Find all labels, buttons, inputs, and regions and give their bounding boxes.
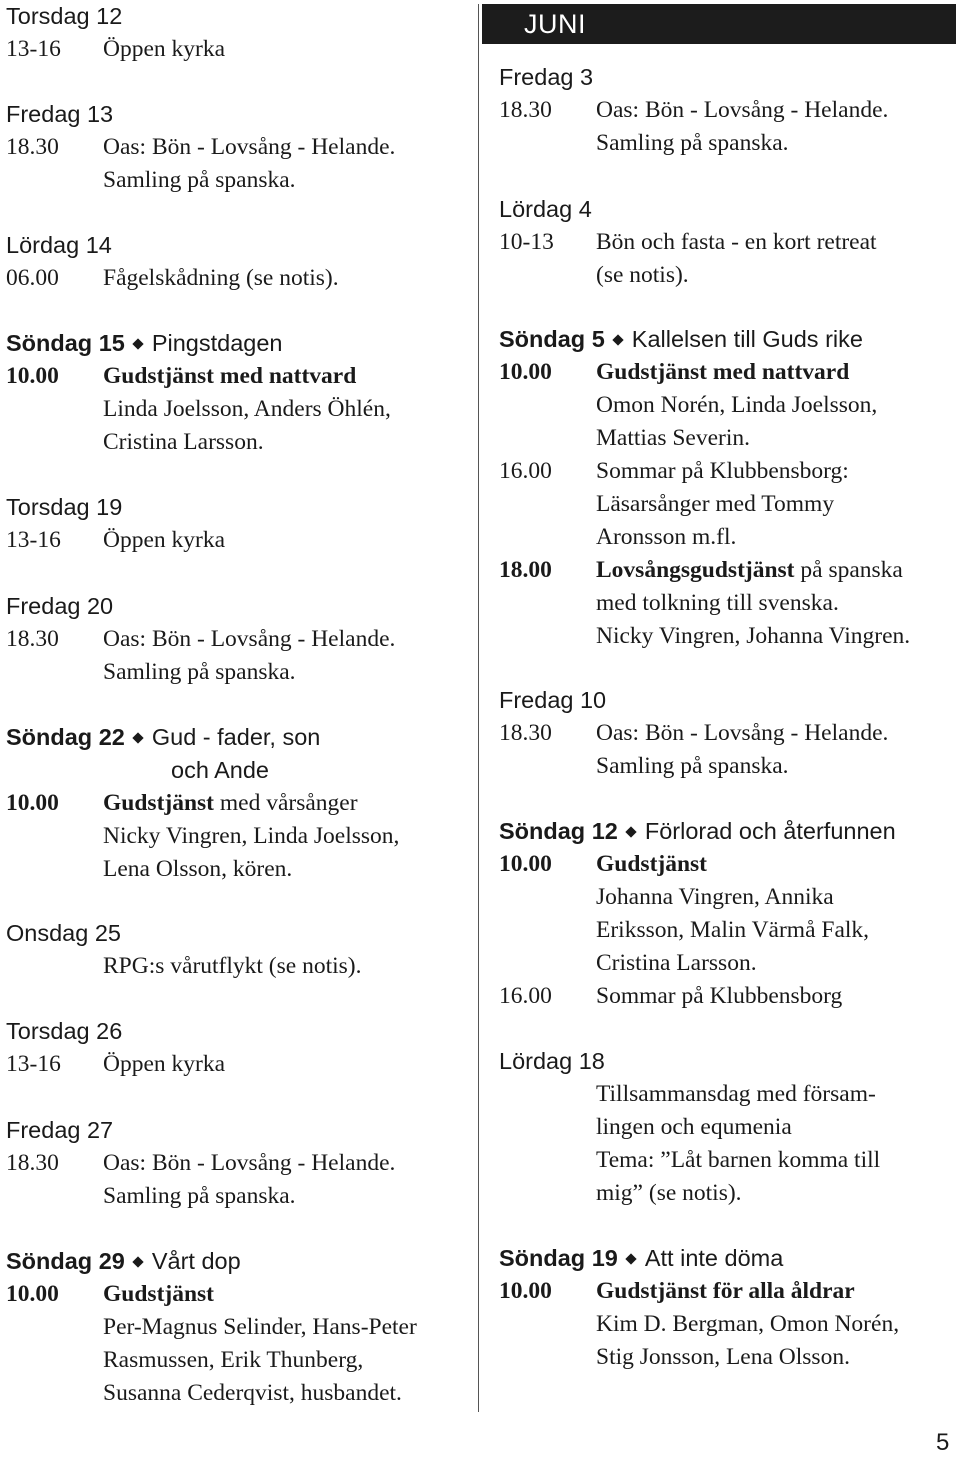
sunday-heading — [6, 721, 320, 754]
day-heading: Fredag 3 — [499, 64, 594, 90]
event-line: Öppen kyrka — [103, 527, 226, 553]
event-line: Cristina Larsson. — [103, 429, 264, 455]
event-time: 18.30 — [499, 720, 552, 746]
event-title: Gudstjänst med nattvard — [596, 359, 850, 385]
event-time: 18.00 — [499, 557, 552, 583]
sunday-theme: Att inte döma — [644, 1245, 784, 1271]
event-line: Öppen kyrka — [103, 1051, 226, 1077]
sunday-theme: Kallelsen till Guds rike — [631, 326, 863, 352]
sunday-theme: Förlorad och återfunnen — [644, 818, 896, 844]
sunday-theme-continued: och Ande — [171, 757, 270, 783]
event-line: Samling på spanska. — [103, 167, 296, 193]
event-line: Cristina Larsson. — [596, 950, 757, 976]
event-line: Samling på spanska. — [103, 659, 296, 685]
event-title: Gudstjänst — [596, 851, 708, 877]
diamond-icon — [625, 1253, 636, 1264]
event-line: lingen och equmenia — [596, 1114, 792, 1140]
event-title-rest: med vårsånger — [214, 790, 358, 816]
diamond-icon — [132, 338, 143, 349]
event-line: Oas: Bön - Lovsång - Helande. — [103, 1150, 396, 1176]
event-line: Stig Jonsson, Lena Olsson. — [596, 1344, 850, 1370]
diamond-icon — [625, 826, 636, 837]
sunday-theme: Gud - fader, son — [151, 724, 321, 750]
diamond-icon — [612, 334, 623, 345]
month-heading: JUNI — [524, 9, 586, 39]
event-title-rest: på spanska — [794, 557, 903, 583]
event-line: Oas: Bön - Lovsång - Helande. — [596, 97, 889, 123]
event-time: 18.30 — [6, 626, 59, 652]
event-time: 13-16 — [6, 1051, 61, 1077]
event-line: Bön och fasta - en kort retreat — [596, 229, 877, 255]
sunday-theme: Pingstdagen — [151, 330, 283, 356]
event-time: 18.30 — [6, 1150, 59, 1176]
sunday-heading — [6, 327, 283, 360]
sunday-heading — [499, 815, 896, 848]
column-divider — [478, 4, 479, 1412]
event-time: 18.30 — [499, 97, 552, 123]
sunday-heading — [499, 323, 863, 356]
event-title-bold: Gudstjänst — [103, 790, 215, 816]
event-time: 10.00 — [6, 363, 59, 389]
event-line: Samling på spanska. — [103, 1183, 296, 1209]
event-line: Öppen kyrka — [103, 36, 226, 62]
sunday-heading — [6, 1245, 241, 1278]
day-name: Söndag 5 — [499, 326, 605, 352]
day-heading: Fredag 10 — [499, 687, 607, 713]
diamond-icon — [132, 732, 143, 743]
event-line: Kim D. Bergman, Omon Norén, — [596, 1311, 900, 1337]
event-time: 13-16 — [6, 36, 61, 62]
day-heading: Lördag 18 — [499, 1048, 605, 1074]
event-line: RPG:s vårutflykt (se notis). — [103, 953, 362, 979]
day-name: Söndag 22 — [6, 724, 125, 750]
sunday-theme: Vårt dop — [151, 1248, 241, 1274]
event-title — [103, 787, 399, 820]
event-line: Johanna Vingren, Annika — [596, 884, 834, 910]
event-title: Gudstjänst — [103, 1281, 215, 1307]
day-name: Söndag 29 — [6, 1248, 125, 1274]
day-name: Söndag 15 — [6, 330, 125, 356]
event-time: 18.30 — [6, 134, 59, 160]
event-title: Gudstjänst med nattvard — [103, 363, 357, 389]
event-line: Oas: Bön - Lovsång - Helande. — [596, 720, 889, 746]
event-line: Samling på spanska. — [596, 753, 789, 779]
event-time: 10-13 — [499, 229, 554, 255]
event-time: 10.00 — [499, 851, 552, 877]
event-line: Tillsammansdag med försam- — [596, 1081, 876, 1107]
event-line: Samling på spanska. — [596, 130, 789, 156]
event-line: Lena Olsson, kören. — [103, 856, 293, 882]
event-line: Nicky Vingren, Johanna Vingren. — [596, 623, 911, 649]
event-line: Fågelskådning (se notis). — [103, 265, 339, 291]
event-line: Tema: ”Låt barnen komma till — [596, 1147, 881, 1173]
event-line: Linda Joelsson, Anders Öhlén, — [103, 396, 391, 422]
day-heading: Fredag 13 — [6, 101, 114, 127]
event-line: Aronsson m.fl. — [596, 524, 737, 550]
event-time: 10.00 — [499, 359, 552, 385]
diamond-icon — [132, 1256, 143, 1267]
day-heading: Fredag 20 — [6, 593, 114, 619]
event-line: Sommar på Klubbensborg: — [596, 458, 849, 484]
event-time: 06.00 — [6, 265, 59, 291]
day-heading: Fredag 27 — [6, 1117, 114, 1143]
event-time: 16.00 — [499, 458, 552, 484]
day-heading: Onsdag 25 — [6, 920, 121, 946]
day-heading: Lördag 14 — [6, 232, 112, 258]
day-heading: Lördag 4 — [499, 196, 592, 222]
day-name: Söndag 19 — [499, 1245, 618, 1271]
event-line: Omon Norén, Linda Joelsson, — [596, 392, 878, 418]
event-line: Susanna Cederqvist, husbandet. — [103, 1380, 402, 1406]
day-heading: Torsdag 12 — [6, 3, 123, 29]
event-line: Eriksson, Malin Värmå Falk, — [596, 917, 870, 943]
event-time: 16.00 — [499, 983, 552, 1009]
event-line: mig” (se notis). — [596, 1180, 742, 1206]
event-time: 10.00 — [6, 1281, 59, 1307]
event-line: Rasmussen, Erik Thunberg, — [103, 1347, 364, 1373]
event-line: Oas: Bön - Lovsång - Helande. — [103, 626, 396, 652]
event-time: 13-16 — [6, 527, 61, 553]
event-title — [596, 554, 910, 587]
day-heading: Torsdag 19 — [6, 494, 123, 520]
page-number: 5 — [936, 1429, 950, 1456]
day-heading: Torsdag 26 — [6, 1018, 123, 1044]
event-title: Gudstjänst för alla åldrar — [596, 1278, 855, 1304]
event-line: Per-Magnus Selinder, Hans-Peter — [103, 1314, 417, 1340]
event-line: Sommar på Klubbensborg — [596, 983, 843, 1009]
event-time: 10.00 — [499, 1278, 552, 1304]
event-line: Oas: Bön - Lovsång - Helande. — [103, 134, 396, 160]
event-line: med tolkning till svenska. — [596, 590, 839, 616]
event-time: 10.00 — [6, 790, 59, 816]
event-line: Mattias Severin. — [596, 425, 751, 451]
sunday-heading — [499, 1242, 783, 1275]
event-line: (se notis). — [596, 262, 689, 288]
day-name: Söndag 12 — [499, 818, 618, 844]
event-line: Läsarsånger med Tommy — [596, 491, 835, 517]
event-line: Nicky Vingren, Linda Joelsson, — [103, 823, 400, 849]
event-title-bold: Lovsångsgudstjänst — [596, 557, 795, 583]
